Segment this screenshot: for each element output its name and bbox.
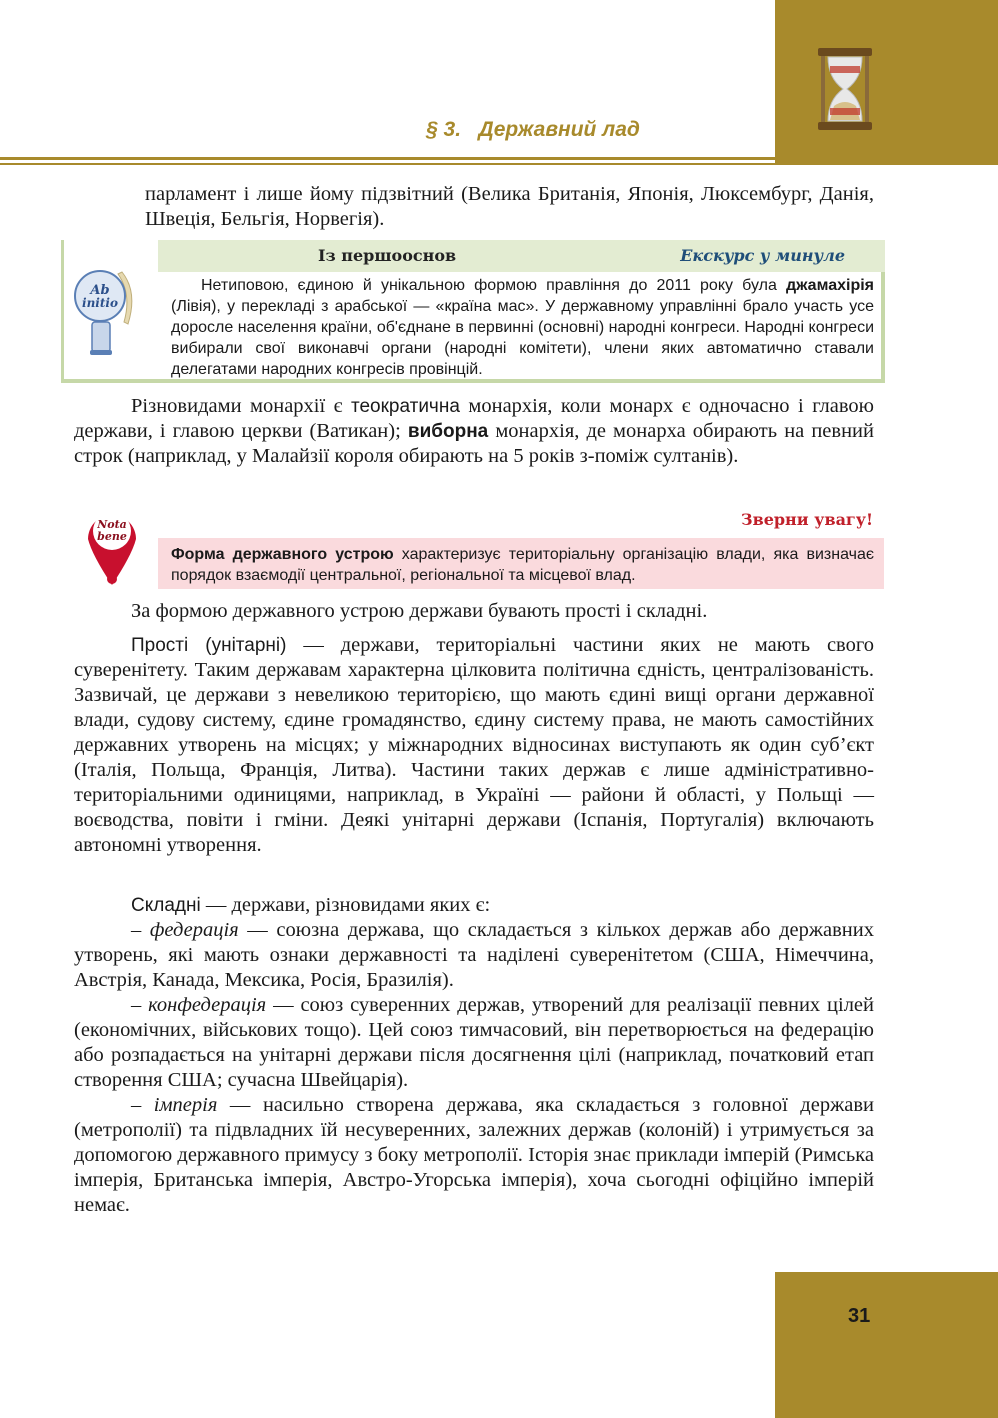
box-label-excursion: Екскурс у минуле	[680, 246, 845, 265]
paragraph-monarchy-types: Різновидами монархії є теократична монархія, коли монарх є одночасно і главою держави, і главою церкви (Ватикан); виборна монархія, де монарха обирають на певний строк (наприклад, у Малайзії короля обирають на 5 років з-поміж султанів).	[74, 395, 875, 467]
term-complex: Складні	[131, 895, 201, 916]
paragraph-unitary-states: Прості (унітарні) — держави, територіальні частини яких не мають свого суверенітету. Таким державам характерна цілковита політична єдність, централізованість. Зазвичай, це держави з невеликою територією, що мають єдині вищі органи державної влади, судову систему, єдине громадянство, єдину систему права, не мають самостійних державних утворень на місцях; у міжнародних відносинах виступають як один суб’єкт (Італія, Польща, Франція, Литва). Частини таких держав є лише адміністративно-територіальними одиницями, наприклад, в Україні — райони й області, у Польщі — воєводства, повіти і гміни. Деякі унітарні держави (Іспанія, Португалія) включають автономні утворення.	[74, 634, 874, 856]
paragraph-state-forms: За формою державного устрою держави бувають прості і складні.	[131, 600, 708, 622]
paragraph-confederation: – конфедерація — союз суверенних держав, утворений для реалізації певних цілей (економічних, військових тощо). Цей союз тимчасовий, він перетворюється на федерацію або розпадається на унітарні держави після досягнення цілі (наприклад, початковий етап створення США; сучасна Швейцарія).	[74, 994, 874, 1091]
term-elective: виборна	[407, 421, 489, 442]
hourglass-icon	[816, 46, 874, 132]
paragraph-parliament: парламент і лише йому підзвітний (Велика Британія, Японія, Люксембург, Данія, Швеція, Бельгія, Норвегія).	[145, 183, 874, 230]
term-confederation: конфедерація	[148, 994, 267, 1016]
box-label-from-origins: Із першооснов	[318, 246, 457, 265]
history-excursion-text: Нетиповою, єдиною й унікальною формою правління до 2011 року була джамахірія (Лівія), у перекладі з арабської — «країна мас». У державному управлінні брало участь усе доросле населення країни, об'єднане в первинні (основні) народні конгреси. Народні конгреси вибирали свої виконавчі органи (народні комітети), члени яких автоматично ставали делегатами народних конгресів провінцій.	[171, 277, 874, 378]
paragraph-empire: – імперія — насильно створена держава, яка складається з головної держави (метрополії) та підвладних їй несуверенних, залежних держав (колоній) і утримується за допомогою державного примусу з боку метрополії. Історія знає приклади імперій (Римська імперія, Британська імперія, Австро-Угорська імперія), хоча сьогодні офіційно імперій немає.	[74, 1094, 874, 1216]
footer-corner-block	[775, 1272, 998, 1418]
attention-text: Форма державного устрою характеризує територіальну організацію влади, яка визначає порядок взаємодії центральної, регіональної та місцевої влад.	[171, 546, 875, 584]
box-border-left	[61, 240, 64, 383]
nota-bene-icon	[82, 503, 142, 587]
paragraph-federation: – федерація — союзна держава, що складається з кількох держав або державних утворень, які мають ознаки державності та наділені суверенітетом (США, Німеччина, Австрія, Канада, Мексика, Росія, Бразилія).	[74, 919, 875, 991]
box-header	[158, 240, 885, 272]
svg-text:Ab: Ab	[90, 283, 110, 298]
header-rule-secondary	[0, 163, 775, 165]
svg-text:Nota: Nota	[97, 518, 127, 531]
chapter-title: § 3. Державний лад	[426, 118, 640, 141]
term-empire: імперія	[153, 1094, 218, 1116]
term-state-structure-form: Форма державного устрою	[171, 546, 394, 563]
ab-initio-icon	[68, 262, 150, 358]
header-corner-block	[775, 0, 998, 165]
term-federation: федерація	[149, 919, 239, 941]
attention-label: Зверни увагу!	[741, 510, 873, 529]
svg-text:bene: bene	[97, 530, 127, 543]
page-number: 31	[848, 1305, 871, 1327]
paragraph-complex-states: Складні — держави, різновидами яких є:	[131, 894, 491, 916]
header-rule	[0, 157, 775, 160]
term-unitary: Прості (унітарні)	[131, 635, 287, 656]
term-jamahiriya: джамахірія	[785, 277, 874, 294]
svg-text:initio: initio	[82, 296, 118, 310]
term-theocratic: теократична	[350, 396, 460, 417]
